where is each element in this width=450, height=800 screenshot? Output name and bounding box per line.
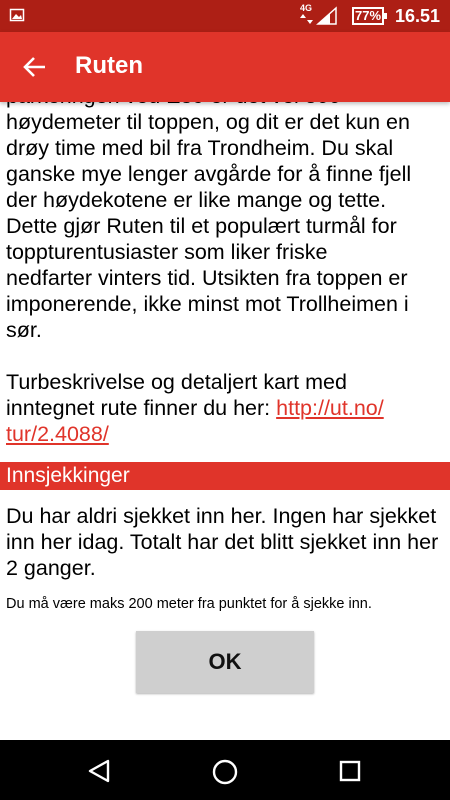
app-bar <box>0 32 450 102</box>
arrow-back-icon[interactable] <box>22 54 48 80</box>
checkins-header: Innsjekkinger <box>0 462 450 490</box>
back-triangle-icon[interactable] <box>86 758 112 784</box>
battery-indicator: 77% <box>352 7 384 25</box>
page-title: Ruten <box>75 52 143 79</box>
distance-note: Du må være maks 200 meter fra punktet for å sjekke inn. <box>6 596 372 612</box>
ok-button[interactable]: OK <box>136 631 314 693</box>
recents-square-icon[interactable] <box>339 760 361 782</box>
home-circle-icon[interactable] <box>211 758 239 786</box>
data-arrows-icon <box>300 14 314 24</box>
route-link[interactable]: http://ut.no/ tur/2.4088/ <box>6 396 384 446</box>
signal-strength-icon <box>318 8 336 24</box>
network-type-label: 4G <box>300 3 313 13</box>
navigation-bar <box>0 740 450 800</box>
image-notification-icon <box>10 9 24 21</box>
route-description <box>6 83 446 447</box>
status-bar <box>0 0 450 32</box>
clock: 16.51 <box>395 6 441 26</box>
description-text: høydemeter til toppen, og dit er det kun en drøy time med bil fra Trondheim. Du skal ganske mye lenger avgårde for å finne fjell der høydekotene er like mange og tette. Dette gjør Ruten til et populært turmål for toppturentusiaster som liker friske nedfarter vinters tid. Utsikten fra toppen er imponerende, ikke minst mot Trollheimen i sør. Turbeskrivelse og detaljert kart med inntegnet rute finner du her: <box>6 110 412 420</box>
route-content[interactable] <box>0 102 450 740</box>
checkins-status-text: Du har aldri sjekket inn her. Ingen har sjekket inn her idag. Totalt har det blitt sjekket inn her 2 ganger. <box>6 504 439 580</box>
